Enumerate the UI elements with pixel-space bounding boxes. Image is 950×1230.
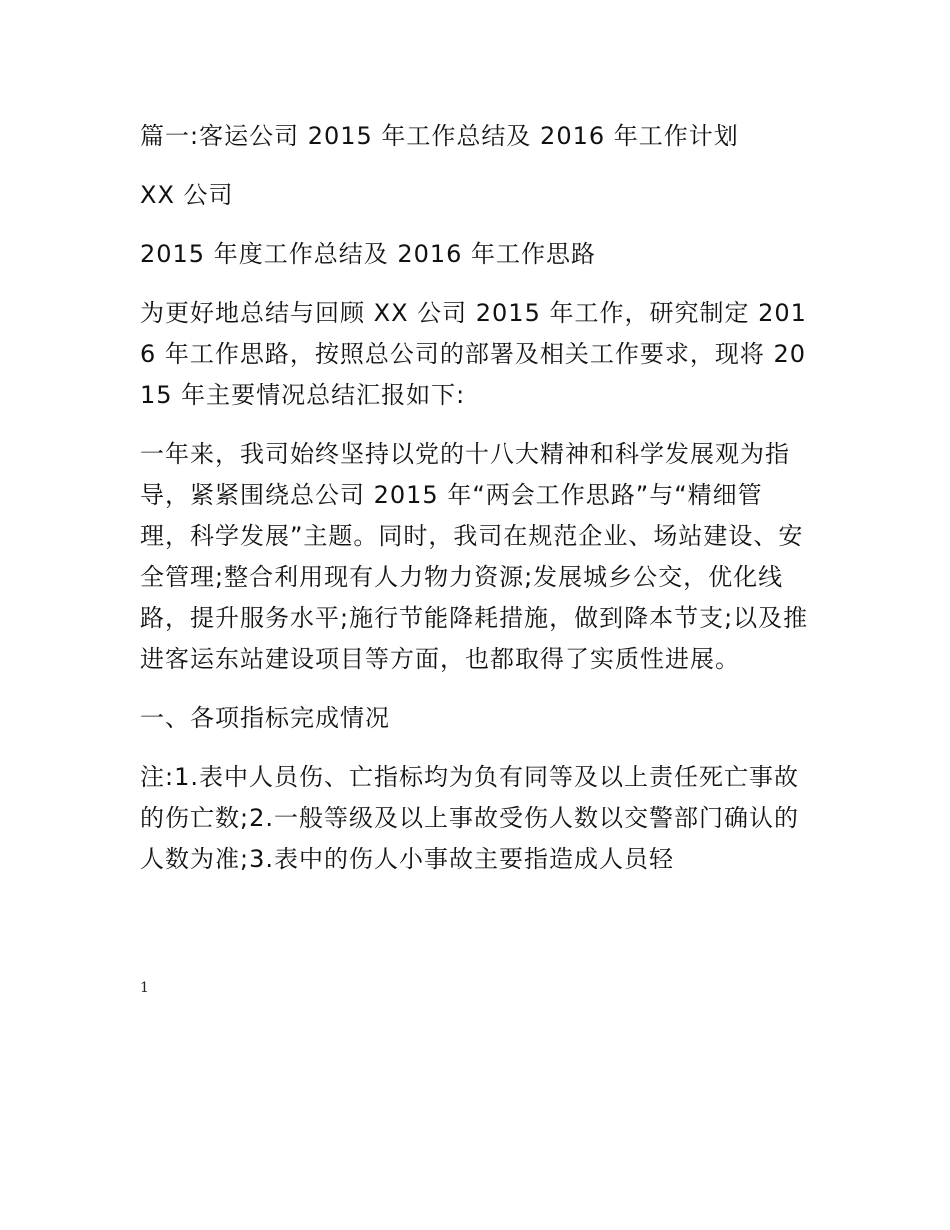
overview-paragraph: 一年来，我司始终坚持以党的十八大精神和科学发展观为指导，紧紧围绕总公司 2015 年“两会工作思路”与“精细管理，科学发展”主题。同时，我司在规范企业、场站建设、安全管理;整合利用现有人力物力资源;发展城乡公交，优化线路，提升服务水平;施行节能降耗措施，做到降本节支;以及推进客运东站建设项目等方面，也都取得了实质性进展。 [140, 440, 809, 673]
document-subtitle: 2015 年度工作总结及 2016 年工作思路 [140, 240, 597, 268]
note-paragraph: 注:1.表中人员伤、亡指标均为负有同等及以上责任死亡事故的伤亡数;2.一般等级及以上事故受伤人数以交警部门确认的人数为准;3.表中的伤人小事故主要指造成人员轻 [140, 763, 799, 873]
section-heading: 一、各项指标完成情况 [140, 704, 390, 732]
page-number: 1 [140, 980, 149, 996]
company-name: XX 公司 [140, 181, 234, 209]
document-title: 篇一:客运公司 2015 年工作总结及 2016 年工作计划 [140, 122, 739, 150]
intro-paragraph: 为更好地总结与回顾 XX 公司 2015 年工作，研究制定 2016 年工作思路，按照总公司的部署及相关工作要求，现将 2015 年主要情况总结汇报如下: [140, 299, 807, 409]
document-body [140, 116, 812, 880]
